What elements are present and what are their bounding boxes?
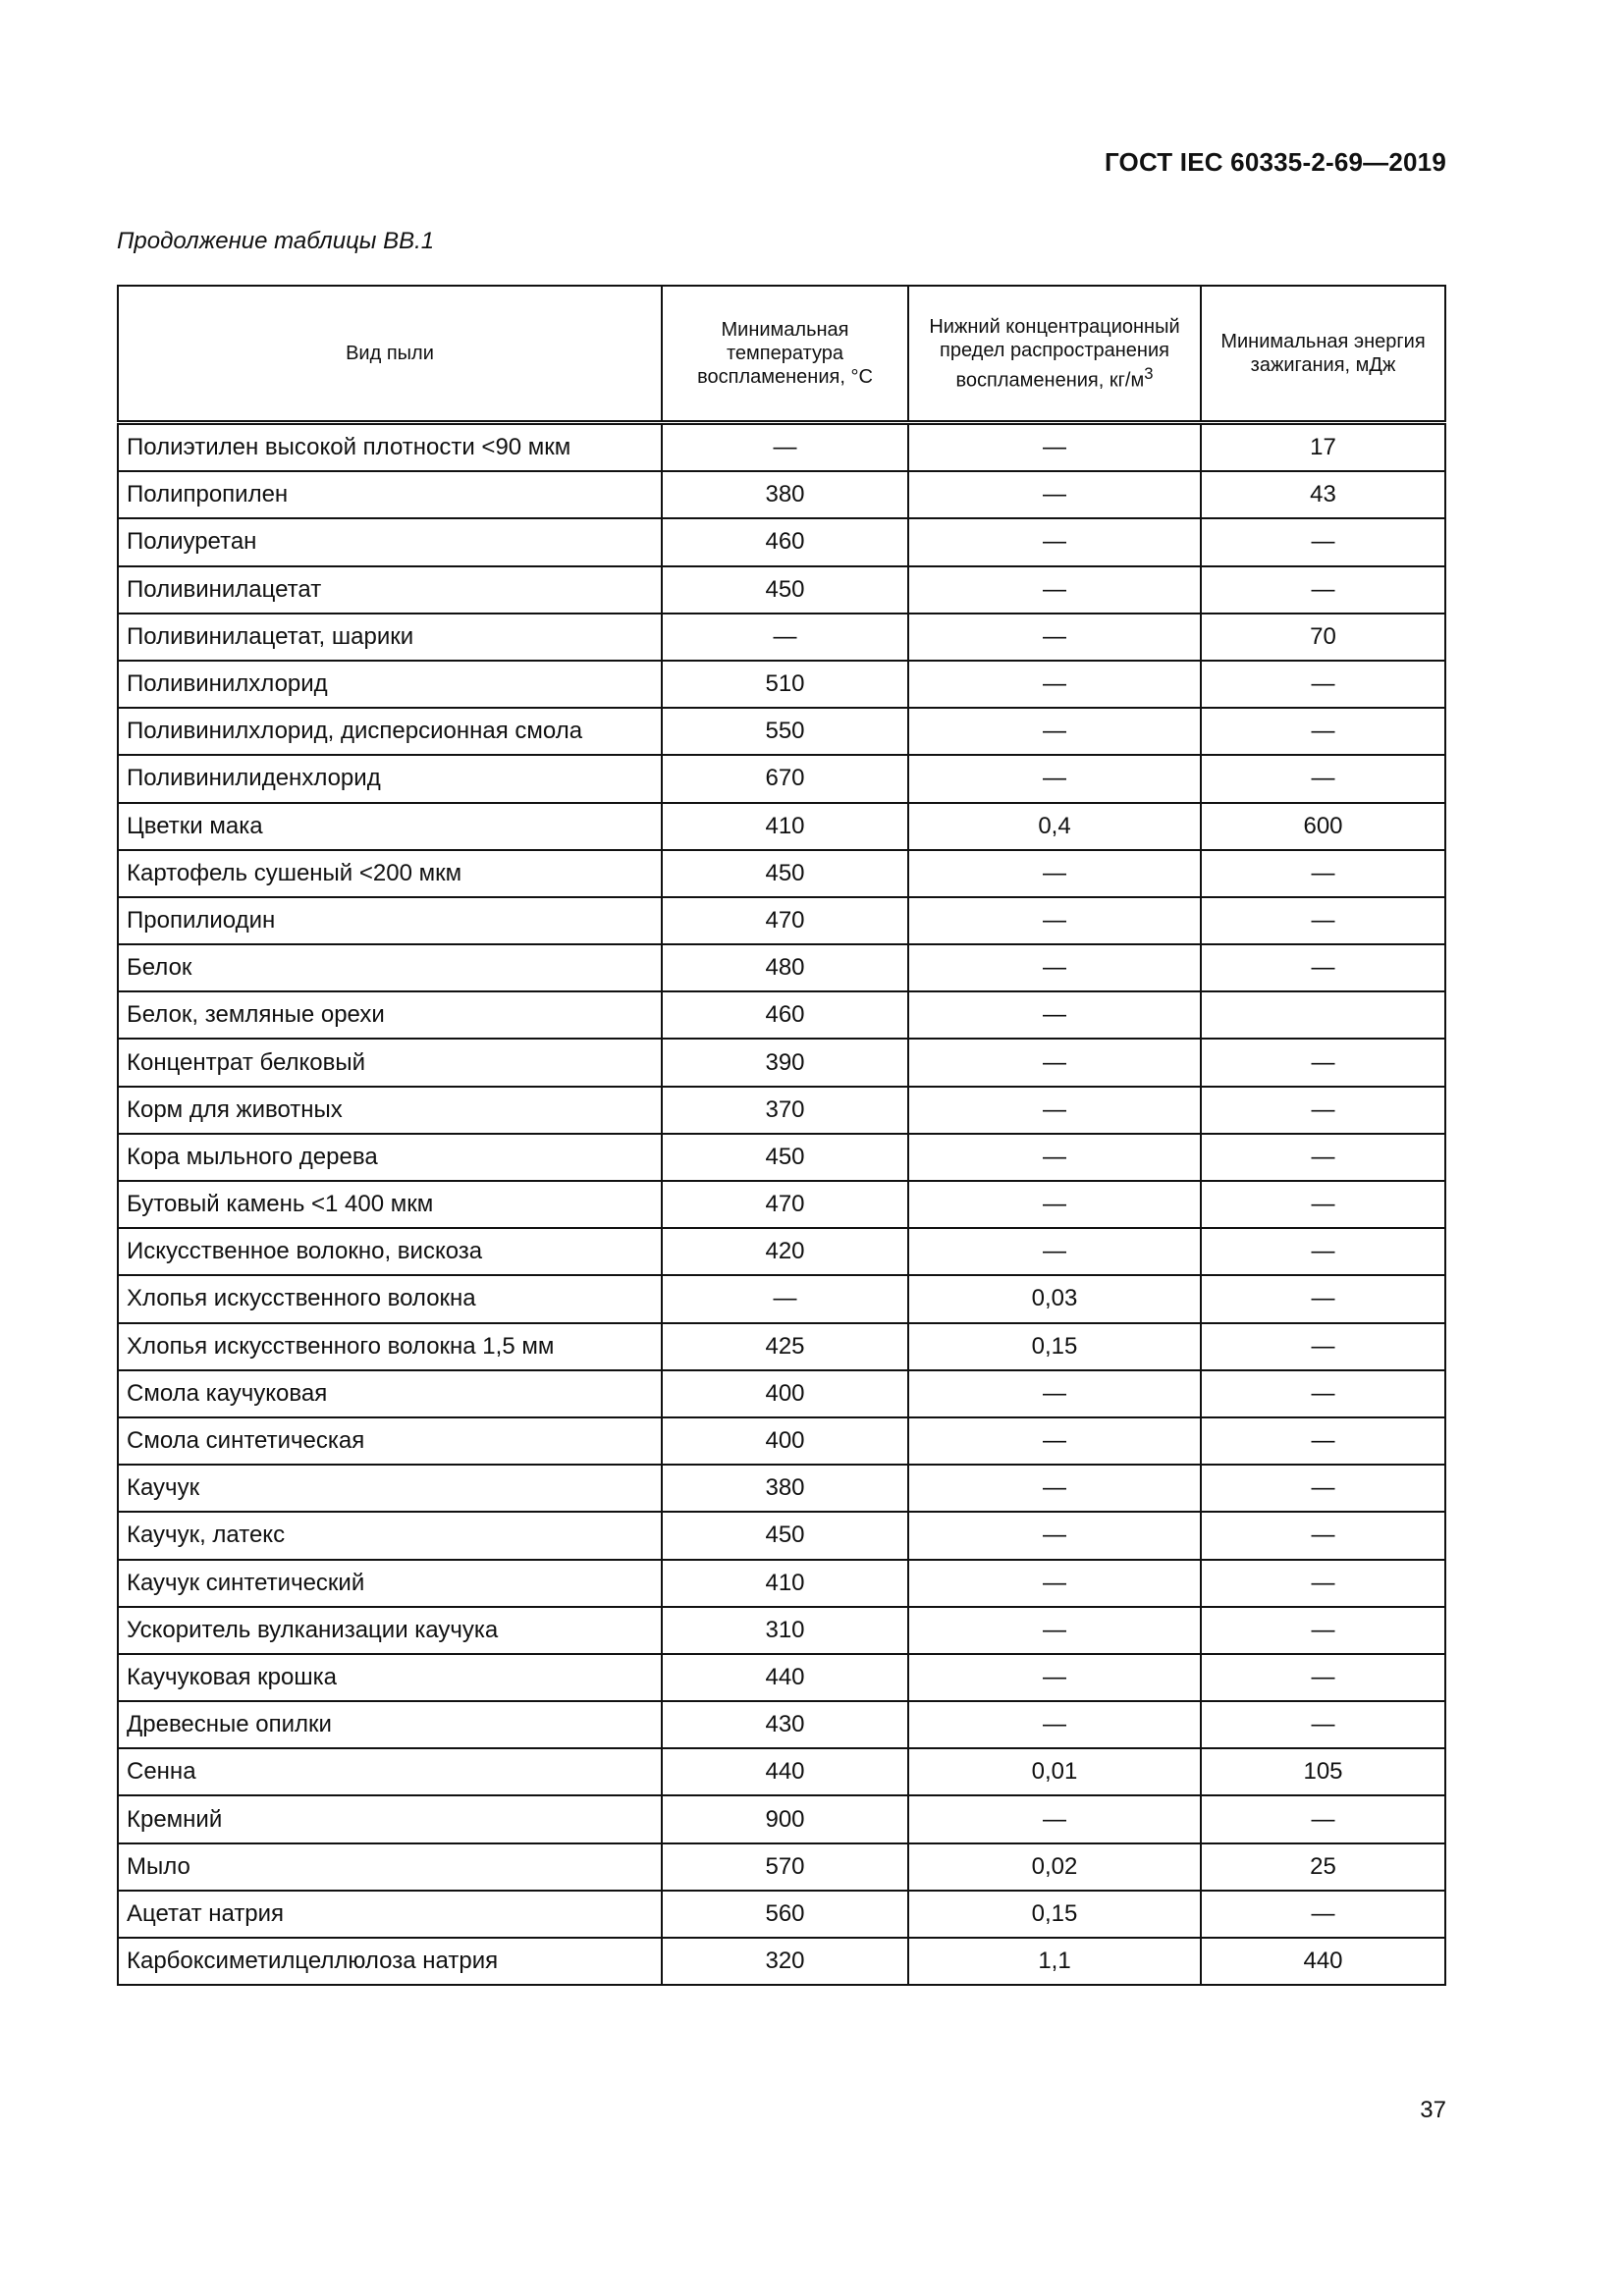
explosion-limit-cell: —: [908, 1370, 1201, 1417]
explosion-limit-cell: 0,15: [908, 1323, 1201, 1370]
dust-type-cell: Полипропилен: [118, 471, 662, 518]
table-row: [118, 614, 1445, 661]
dust-type-cell: Ацетат натрия: [118, 1891, 662, 1938]
ignition-energy-cell: —: [1201, 1039, 1445, 1086]
ignition-energy-cell: —: [1201, 1181, 1445, 1228]
ignition-energy-cell: 440: [1201, 1938, 1445, 1985]
table-caption: Продолжение таблицы ВВ.1: [117, 228, 435, 254]
ignition-energy-cell: —: [1201, 1323, 1445, 1370]
dust-type-cell: Хлопья искусственного волокна: [118, 1275, 662, 1322]
table-row: [118, 944, 1445, 991]
dust-type-cell: Кремний: [118, 1795, 662, 1842]
explosion-limit-cell: —: [908, 1607, 1201, 1654]
table-row: [118, 518, 1445, 565]
table-row: [118, 661, 1445, 708]
explosion-limit-cell: 1,1: [908, 1938, 1201, 1985]
table-row: [118, 1465, 1445, 1512]
ignition-temperature-cell: 570: [662, 1843, 908, 1891]
ignition-energy-cell: —: [1201, 944, 1445, 991]
dust-type-cell: Каучук, латекс: [118, 1512, 662, 1559]
explosion-limit-cell: —: [908, 518, 1201, 565]
dust-type-cell: Хлопья искусственного волокна 1,5 мм: [118, 1323, 662, 1370]
ignition-energy-cell: 43: [1201, 471, 1445, 518]
ignition-temperature-cell: 430: [662, 1701, 908, 1748]
dust-type-cell: Концентрат белковый: [118, 1039, 662, 1086]
dust-type-cell: Сенна: [118, 1748, 662, 1795]
ignition-energy-cell: —: [1201, 518, 1445, 565]
column-header-dust-type: Вид пыли: [118, 286, 662, 423]
table-row: [118, 1039, 1445, 1086]
table-row: [118, 1748, 1445, 1795]
ignition-temperature-cell: 510: [662, 661, 908, 708]
dust-type-cell: Искусственное волокно, вискоза: [118, 1228, 662, 1275]
dust-properties-table: [117, 285, 1446, 1986]
table-row: [118, 991, 1445, 1039]
document-code: ГОСТ IEC 60335-2-69—2019: [1104, 147, 1446, 177]
explosion-limit-cell: —: [908, 755, 1201, 802]
ignition-energy-cell: —: [1201, 1654, 1445, 1701]
explosion-limit-cell: 0,02: [908, 1843, 1201, 1891]
table-row: [118, 708, 1445, 755]
dust-type-cell: Смола синтетическая: [118, 1417, 662, 1465]
table-row: [118, 1228, 1445, 1275]
column-header-lower-explosion-limit: [908, 286, 1201, 423]
table-row: [118, 1275, 1445, 1322]
dust-type-cell: Поливинилиденхлорид: [118, 755, 662, 802]
explosion-limit-cell: 0,01: [908, 1748, 1201, 1795]
explosion-limit-cell: —: [908, 1795, 1201, 1842]
ignition-temperature-cell: 310: [662, 1607, 908, 1654]
explosion-limit-cell: —: [908, 1512, 1201, 1559]
ignition-temperature-cell: 390: [662, 1039, 908, 1086]
ignition-energy-cell: —: [1201, 1560, 1445, 1607]
table-row: [118, 1795, 1445, 1842]
table-row: [118, 755, 1445, 802]
unit-superscript: 3: [1144, 363, 1154, 383]
column-header-min-ignition-temperature: Минимальная температура воспламенения, °С: [662, 286, 908, 423]
ignition-temperature-cell: 425: [662, 1323, 908, 1370]
table-row: [118, 1607, 1445, 1654]
ignition-temperature-cell: 320: [662, 1938, 908, 1985]
table-row: [118, 850, 1445, 897]
dust-type-cell: Белок: [118, 944, 662, 991]
ignition-temperature-cell: 420: [662, 1228, 908, 1275]
explosion-limit-cell: —: [908, 471, 1201, 518]
ignition-temperature-cell: 410: [662, 803, 908, 850]
ignition-temperature-cell: 400: [662, 1417, 908, 1465]
ignition-temperature-cell: 900: [662, 1795, 908, 1842]
dust-type-cell: Каучук: [118, 1465, 662, 1512]
column-header-min-ignition-energy: Минимальная энергия зажигания, мДж: [1201, 286, 1445, 423]
ignition-temperature-cell: 460: [662, 518, 908, 565]
table-body: [118, 423, 1445, 1986]
ignition-temperature-cell: —: [662, 1275, 908, 1322]
ignition-energy-cell: —: [1201, 708, 1445, 755]
dust-type-cell: Картофель сушеный <200 мкм: [118, 850, 662, 897]
dust-type-cell: Корм для животных: [118, 1087, 662, 1134]
ignition-energy-cell: —: [1201, 755, 1445, 802]
ignition-temperature-cell: —: [662, 614, 908, 661]
explosion-limit-cell: —: [908, 1701, 1201, 1748]
table-row: [118, 803, 1445, 850]
ignition-energy-cell: —: [1201, 1370, 1445, 1417]
dust-type-cell: Ускоритель вулканизации каучука: [118, 1607, 662, 1654]
dust-type-cell: Белок, земляные орехи: [118, 991, 662, 1039]
table-row: [118, 1560, 1445, 1607]
table-row: [118, 1417, 1445, 1465]
ignition-energy-cell: 70: [1201, 614, 1445, 661]
ignition-energy-cell: —: [1201, 850, 1445, 897]
ignition-temperature-cell: 670: [662, 755, 908, 802]
ignition-temperature-cell: 450: [662, 850, 908, 897]
ignition-energy-cell: —: [1201, 1795, 1445, 1842]
explosion-limit-cell: —: [908, 423, 1201, 472]
ignition-energy-cell: [1201, 991, 1445, 1039]
explosion-limit-cell: —: [908, 1039, 1201, 1086]
table-row: [118, 423, 1445, 472]
ignition-energy-cell: —: [1201, 1134, 1445, 1181]
dust-type-cell: Кора мыльного дерева: [118, 1134, 662, 1181]
explosion-limit-cell: —: [908, 1181, 1201, 1228]
ignition-temperature-cell: 440: [662, 1748, 908, 1795]
explosion-limit-cell: —: [908, 850, 1201, 897]
ignition-temperature-cell: 400: [662, 1370, 908, 1417]
ignition-energy-cell: —: [1201, 1275, 1445, 1322]
dust-type-cell: Каучук синтетический: [118, 1560, 662, 1607]
ignition-temperature-cell: 460: [662, 991, 908, 1039]
ignition-energy-cell: —: [1201, 661, 1445, 708]
table-row: [118, 1938, 1445, 1985]
explosion-limit-cell: —: [908, 566, 1201, 614]
explosion-limit-cell: 0,15: [908, 1891, 1201, 1938]
explosion-limit-cell: 0,4: [908, 803, 1201, 850]
ignition-temperature-cell: 410: [662, 1560, 908, 1607]
dust-type-cell: Каучуковая крошка: [118, 1654, 662, 1701]
ignition-temperature-cell: 380: [662, 471, 908, 518]
table-row: [118, 1891, 1445, 1938]
ignition-energy-cell: 25: [1201, 1843, 1445, 1891]
table-row: [118, 1701, 1445, 1748]
ignition-temperature-cell: 370: [662, 1087, 908, 1134]
dust-type-cell: Поливинилацетат, шарики: [118, 614, 662, 661]
table-row: [118, 1323, 1445, 1370]
table-row: [118, 1181, 1445, 1228]
dust-type-cell: Полиуретан: [118, 518, 662, 565]
ignition-energy-cell: —: [1201, 897, 1445, 944]
ignition-energy-cell: —: [1201, 1512, 1445, 1559]
ignition-energy-cell: —: [1201, 1228, 1445, 1275]
ignition-energy-cell: 17: [1201, 423, 1445, 472]
table-row: [118, 1087, 1445, 1134]
ignition-temperature-cell: 470: [662, 897, 908, 944]
explosion-limit-cell: —: [908, 897, 1201, 944]
dust-type-cell: Цветки мака: [118, 803, 662, 850]
dust-type-cell: Карбоксиметилцеллюлоза натрия: [118, 1938, 662, 1985]
ignition-energy-cell: —: [1201, 566, 1445, 614]
dust-type-cell: Поливинилхлорид, дисперсионная смола: [118, 708, 662, 755]
ignition-energy-cell: —: [1201, 1465, 1445, 1512]
explosion-limit-cell: —: [908, 1228, 1201, 1275]
dust-type-cell: Полиэтилен высокой плотности <90 мкм: [118, 423, 662, 472]
explosion-limit-cell: 0,03: [908, 1275, 1201, 1322]
explosion-limit-cell: —: [908, 1087, 1201, 1134]
ignition-temperature-cell: 450: [662, 1134, 908, 1181]
ignition-energy-cell: —: [1201, 1417, 1445, 1465]
explosion-limit-cell: —: [908, 1134, 1201, 1181]
dust-type-cell: Смола каучуковая: [118, 1370, 662, 1417]
explosion-limit-cell: —: [908, 708, 1201, 755]
table-row: [118, 1654, 1445, 1701]
table-row: [118, 1134, 1445, 1181]
explosion-limit-cell: —: [908, 991, 1201, 1039]
table-header-row: [118, 286, 1445, 423]
ignition-energy-cell: —: [1201, 1607, 1445, 1654]
ignition-energy-cell: 105: [1201, 1748, 1445, 1795]
dust-type-cell: Мыло: [118, 1843, 662, 1891]
dust-type-cell: Поливинилхлорид: [118, 661, 662, 708]
ignition-temperature-cell: 380: [662, 1465, 908, 1512]
explosion-limit-cell: —: [908, 1654, 1201, 1701]
ignition-temperature-cell: 450: [662, 566, 908, 614]
ignition-temperature-cell: 560: [662, 1891, 908, 1938]
column-header-lower-explosion-limit-text: Нижний концентрационный предел распространения воспламенения, кг/м: [929, 315, 1180, 392]
ignition-temperature-cell: 480: [662, 944, 908, 991]
explosion-limit-cell: —: [908, 944, 1201, 991]
explosion-limit-cell: —: [908, 1465, 1201, 1512]
ignition-energy-cell: 600: [1201, 803, 1445, 850]
table-row: [118, 566, 1445, 614]
ignition-temperature-cell: —: [662, 423, 908, 472]
table-row: [118, 1512, 1445, 1559]
ignition-temperature-cell: 450: [662, 1512, 908, 1559]
page-number: 37: [1420, 2097, 1446, 2123]
ignition-energy-cell: —: [1201, 1087, 1445, 1134]
dust-type-cell: Древесные опилки: [118, 1701, 662, 1748]
table-row: [118, 471, 1445, 518]
table-row: [118, 1843, 1445, 1891]
dust-type-cell: Поливинилацетат: [118, 566, 662, 614]
ignition-energy-cell: —: [1201, 1701, 1445, 1748]
dust-type-cell: Пропилиодин: [118, 897, 662, 944]
explosion-limit-cell: —: [908, 661, 1201, 708]
dust-type-cell: Бутовый камень <1 400 мкм: [118, 1181, 662, 1228]
table-row: [118, 1370, 1445, 1417]
explosion-limit-cell: —: [908, 1560, 1201, 1607]
explosion-limit-cell: —: [908, 1417, 1201, 1465]
ignition-energy-cell: —: [1201, 1891, 1445, 1938]
table-row: [118, 897, 1445, 944]
ignition-temperature-cell: 470: [662, 1181, 908, 1228]
ignition-temperature-cell: 550: [662, 708, 908, 755]
ignition-temperature-cell: 440: [662, 1654, 908, 1701]
explosion-limit-cell: —: [908, 614, 1201, 661]
